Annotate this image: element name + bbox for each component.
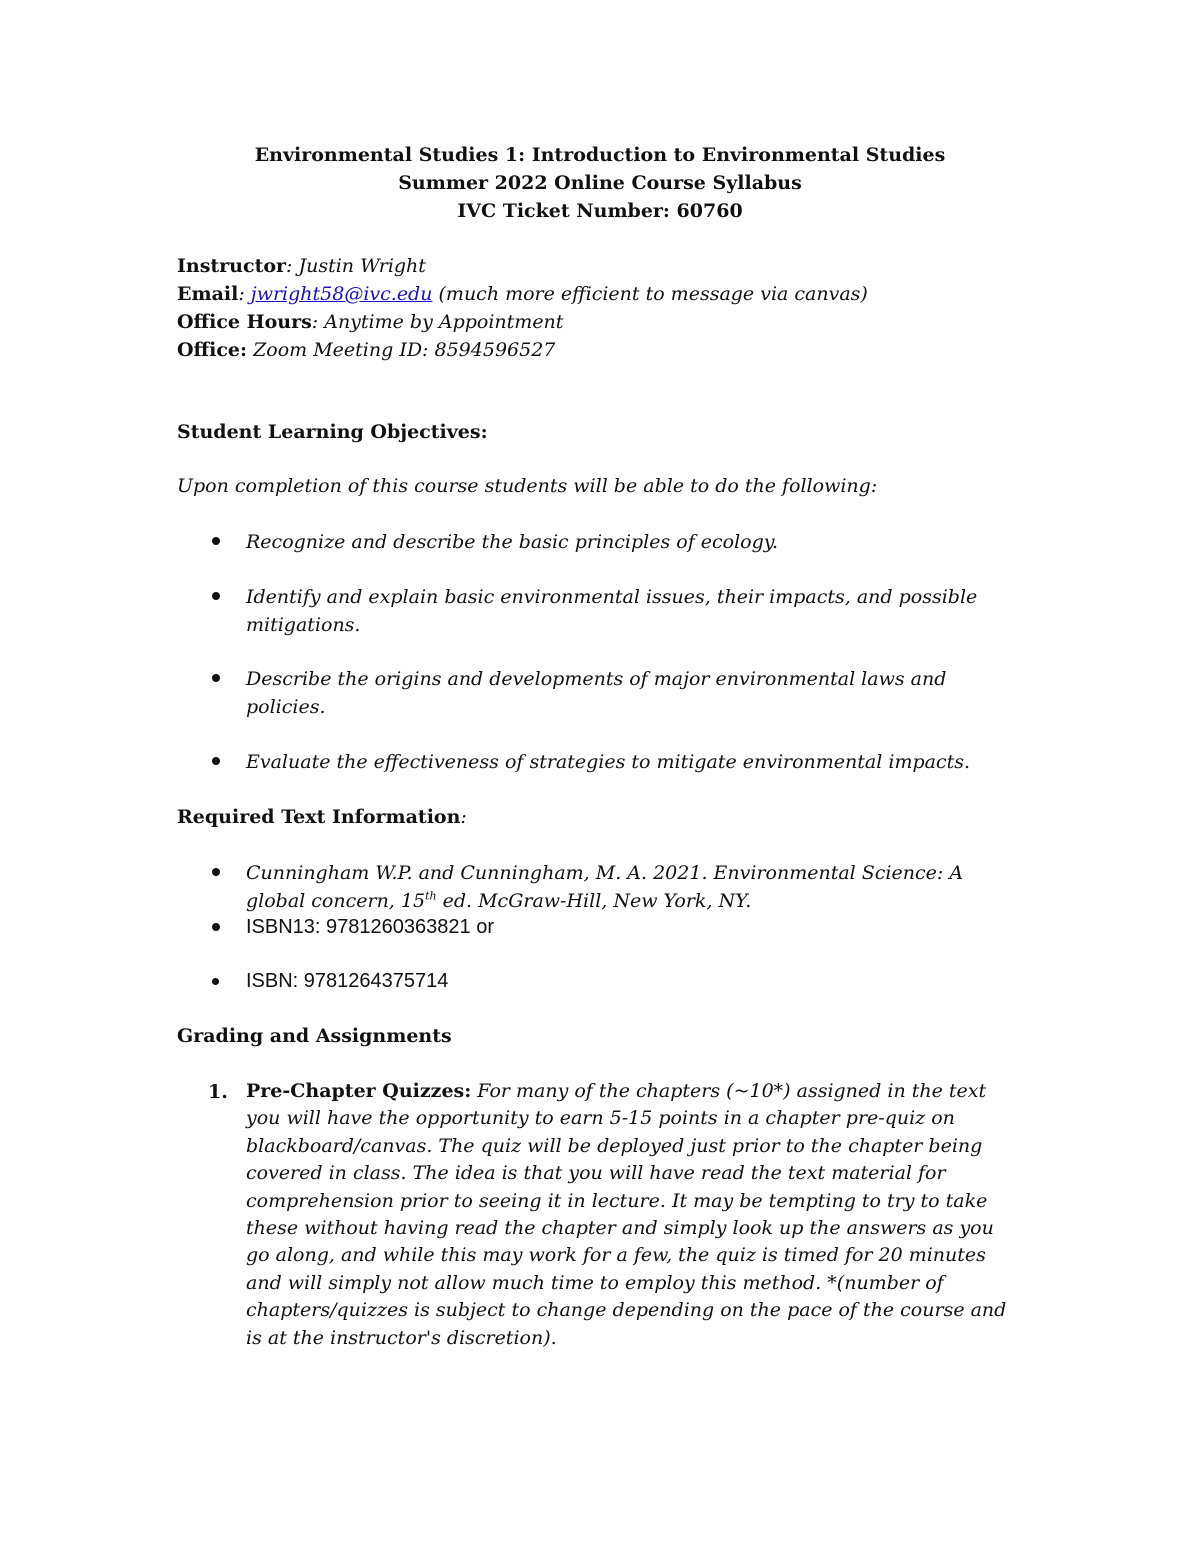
objectives-intro: Upon completion of this course students will be able to do the following: [177,475,878,497]
email-note: (much more efficient to message via canvas) [432,283,868,305]
course-title: Environmental Studies 1: Introduction to Environmental Studies [254,144,946,166]
objectives-heading: Student Learning Objectives: [177,421,488,443]
citation-part1: Cunningham W.P. and Cunningham, M. A. 2021. Environmental Science: A global concern, 15 [246,862,964,912]
objective-item: Evaluate the effectiveness of strategies to mitigate environmental impacts. [246,751,971,773]
text-info-heading [177,803,467,831]
citation-part2: ed. McGraw-Hill, New York, NY. [436,890,752,912]
objective-item: Identify and explain basic environmental issues, their impacts, and possible mitigations. [246,586,978,636]
isbn: ISBN: 9781264375714 [246,970,449,992]
quiz-lead: Pre-Chapter Quizzes: [246,1080,472,1102]
office-hours-label: Office Hours [177,311,312,333]
office-line [177,336,868,364]
office-value: Zoom Meeting ID: 8594596527 [247,339,556,361]
objective-item: Recognize and describe the basic principles of ecology. [246,531,779,553]
office-hours-line [177,308,868,336]
bullet-icon [212,868,220,876]
term-title: Summer 2022 Online Course Syllabus [398,172,802,194]
office-hours-value: : Anytime by Appointment [311,311,564,333]
instructor-value: : Justin Wright [286,255,426,277]
instructor-line [177,252,868,280]
quiz-end: . [550,1326,557,1349]
text-info-heading-label: Required Text Information [177,806,461,828]
email-line [177,280,868,308]
office-label: Office: [177,339,248,361]
grading-heading: Grading and Assignments [177,1025,452,1047]
pre-chapter-quizzes-paragraph [246,1078,1021,1352]
bullet-icon [212,674,220,682]
text-info-heading-colon: : [460,806,467,828]
bullet-icon [212,978,219,985]
objective-item: Describe the origins and developments of major environmental laws and policies. [246,668,947,718]
bullet-icon [212,537,220,545]
instructor-label: Instructor [177,255,287,277]
isbn13: ISBN13: 9781260363821 or [246,916,494,938]
email-label: Email [177,283,239,305]
quiz-body: For many of the chapters (~10*) assigned in the text you will have the opportunity to earn 5-15 points in a chapter pre-quiz on blackboard/canvas. The quiz will be deployed just prior to the chapter being covered in class. The idea is that you will have read the text material for comprehension prior to seeing it in lecture. It may be tempting to try to take these without having read the chapter and simply look up the answers as you go along, and while this may work for a few, the quiz is timed for 20 minutes and will simply not allow much time to employ this method. *(number of chapters/quizzes is subject to change depending on the pace of the course and is at the instructor's discretion) [246,1080,1007,1349]
contact-info [177,252,868,364]
bullet-icon [212,592,220,600]
text-citation [246,859,986,915]
citation-sup: th [425,889,437,903]
bullet-icon [212,757,220,765]
email-colon: : [238,283,251,305]
ticket-number: IVC Ticket Number: 60760 [457,200,743,222]
document-title-block [0,141,1200,225]
bullet-icon [212,923,220,931]
list-number: 1. [208,1081,228,1103]
email-link[interactable]: jwright58@ivc.edu [250,283,433,305]
